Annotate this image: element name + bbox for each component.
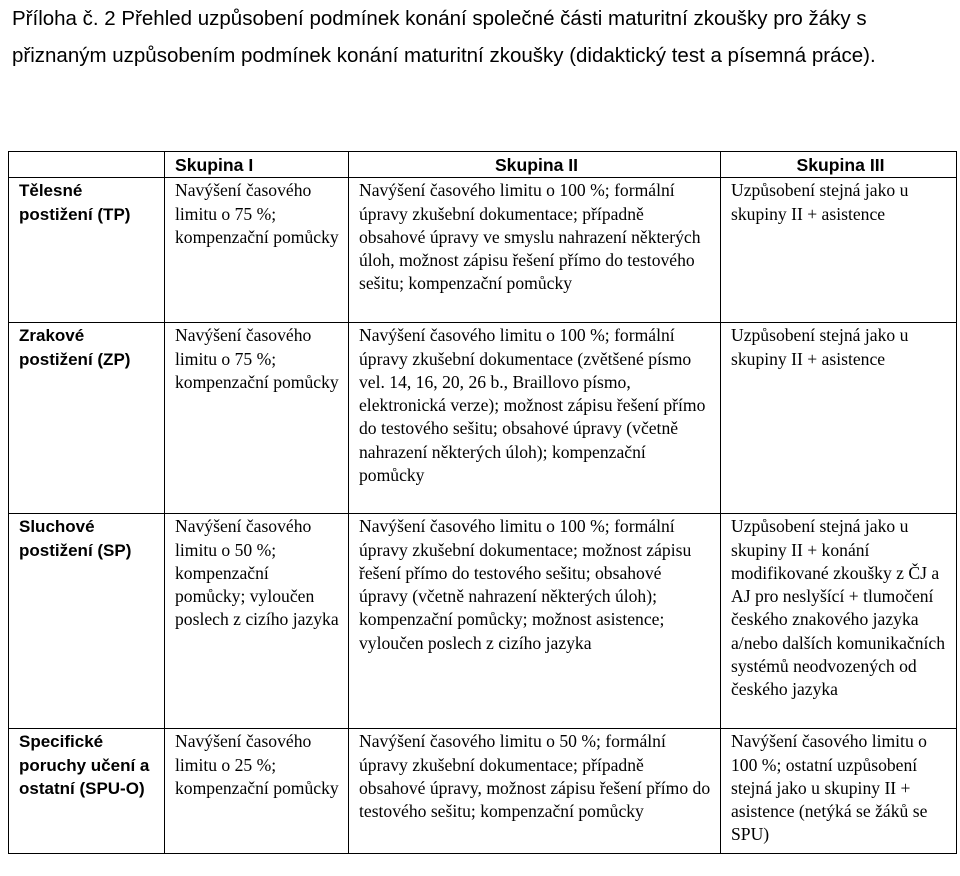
accommodation-table <box>8 151 957 854</box>
cell-group-3: Navýšení časového limitu o 100 %; ostatní uzpůsobení stejná jako u skupiny II + asistence (netýká se žáků se SPU) <box>721 729 957 854</box>
cell-group-2: Navýšení časového limitu o 100 %; formální úpravy zkušební dokumentace; možnost zápisu řešení přímo do testového sešitu; obsahové úpravy (včetně nahrazení některých úloh); kompenzační pomůcky; možnost asistence; vyloučen poslech z cizího jazyka <box>349 514 721 729</box>
document-heading: Příloha č. 2 Přehled uzpůsobení podmínek konání společné části maturitní zkoušky pro žáky s přiznaným uzpůsobením podmínek konání maturitní zkoušky (didaktický test a písemná práce). <box>12 7 876 67</box>
cell-group-3: Uzpůsobení stejná jako u skupiny II + konání modifikované zkoušky z ČJ a AJ pro neslyšící + tlumočení českého znakového jazyka a/nebo dalších komunikačních systémů neodvozených od českého jazyka <box>721 514 957 729</box>
table-header-row <box>9 152 957 178</box>
header-group-1: Skupina I <box>165 152 349 178</box>
table-row <box>9 514 957 729</box>
row-category: Tělesné postižení (TP) <box>9 178 165 323</box>
cell-group-2: Navýšení časového limitu o 100 %; formální úpravy zkušební dokumentace (zvětšené písmo vel. 14, 16, 20, 26 b., Braillovo písmo, elektronická verze); možnost zápisu řešení přímo do testového sešitu; obsahové úpravy (včetně nahrazení některých úloh); kompenzační pomůcky <box>349 323 721 514</box>
cell-group-3: Uzpůsobení stejná jako u skupiny II + asistence <box>721 323 957 514</box>
cell-group-1: Navýšení časového limitu o 25 %; kompenzační pomůcky <box>165 729 349 854</box>
table-row <box>9 729 957 854</box>
table-row <box>9 323 957 514</box>
header-group-3: Skupina III <box>721 152 957 178</box>
cell-group-2: Navýšení časového limitu o 100 %; formální úpravy zkušební dokumentace; případně obsahové úpravy ve smyslu nahrazení některých úloh, možnost zápisu řešení přímo do testového sešitu; kompenzační pomůcky <box>349 178 721 323</box>
cell-group-1: Navýšení časového limitu o 50 %; kompenzační pomůcky; vyloučen poslech z cizího jazyka <box>165 514 349 729</box>
cell-group-3: Uzpůsobení stejná jako u skupiny II + asistence <box>721 178 957 323</box>
cell-group-2: Navýšení časového limitu o 50 %; formální úpravy zkušební dokumentace; případně obsahové úpravy, možnost zápisu řešení přímo do testového sešitu; kompenzační pomůcky <box>349 729 721 854</box>
row-category: Sluchové postižení (SP) <box>9 514 165 729</box>
row-category: Zrakové postižení (ZP) <box>9 323 165 514</box>
header-group-2: Skupina II <box>349 152 721 178</box>
table-row <box>9 178 957 323</box>
row-category: Specifické poruchy učení a ostatní (SPU-O) <box>9 729 165 854</box>
header-empty <box>9 152 165 178</box>
cell-group-1: Navýšení časového limitu o 75 %; kompenzační pomůcky <box>165 323 349 514</box>
cell-group-1: Navýšení časového limitu o 75 %; kompenzační pomůcky <box>165 178 349 323</box>
